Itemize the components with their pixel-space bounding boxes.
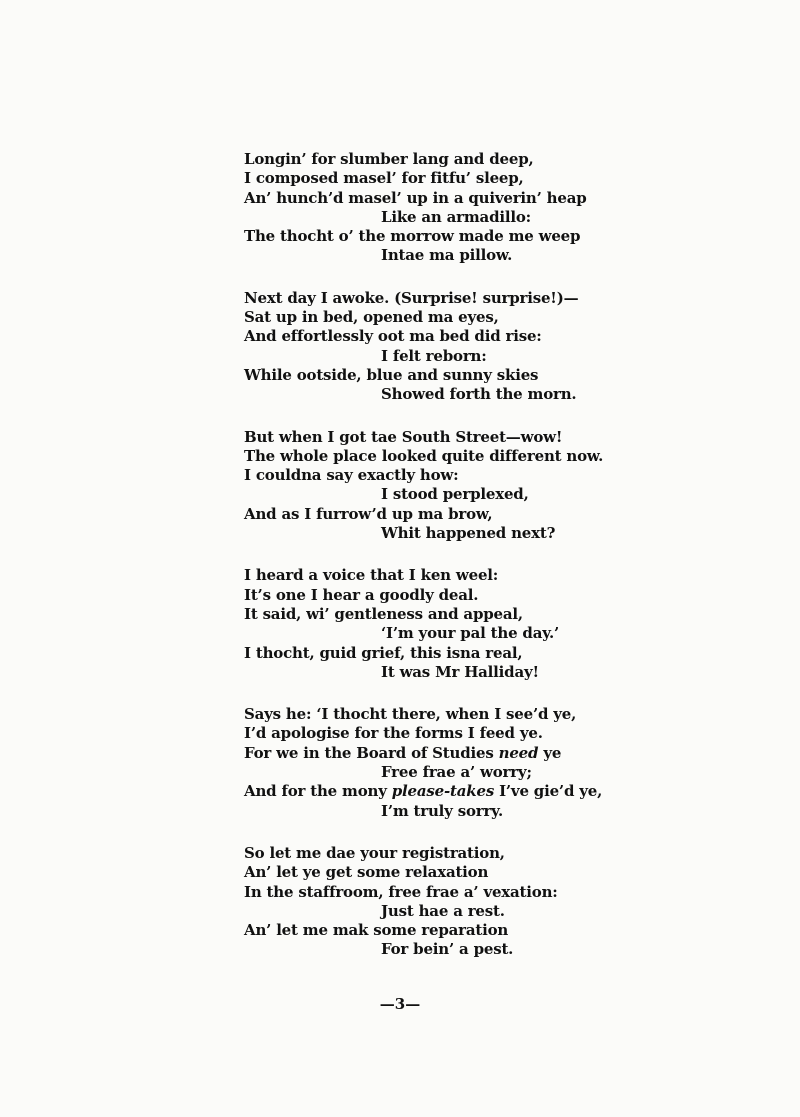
- poem-line: [244, 744, 764, 763]
- poem-line: But when I got tae South Street—wow!: [244, 427, 563, 446]
- poem-line: I couldna say exactly how:: [244, 466, 459, 485]
- poem-line: It said, wi’ gentleness and appeal,: [244, 604, 523, 623]
- stanza: [244, 150, 764, 266]
- poem-line-indented: I felt reborn:: [381, 346, 487, 365]
- stanza: [244, 289, 764, 405]
- poem-line-indented: Showed forth the morn.: [381, 385, 577, 404]
- poem-line-indented: For bein’ a pest.: [381, 940, 514, 959]
- poem-line: I thocht, guid grief, this isna real,: [244, 643, 523, 662]
- poem-line: Sat up in bed, opened ma eyes,: [244, 308, 499, 327]
- poem-line: An’ let me mak some reparation: [244, 921, 509, 940]
- poem-line: And as I furrow’d up ma brow,: [244, 504, 493, 523]
- poem-line: The thocht o’ the morrow made me weep: [244, 227, 581, 246]
- stanza: [244, 705, 764, 821]
- stanza: [244, 428, 764, 544]
- poem-line: I composed masel’ for fitfu’ sleep,: [244, 169, 524, 188]
- poem-line: In the staffroom, free frae a’ vexation:: [244, 882, 558, 901]
- page-number: —3—: [379, 995, 421, 1013]
- poem-line: Next day I awoke. (Surprise! surprise!)—: [244, 288, 579, 307]
- poem-line: An’ let ye get some relaxation: [244, 863, 489, 882]
- poem-line: [244, 782, 764, 801]
- poem-line-indented: Just hae a rest.: [381, 901, 505, 920]
- poem-line-indented: Free frae a’ worry;: [381, 763, 532, 782]
- line-segment: ye: [538, 743, 562, 762]
- poem-line-indented: I stood perplexed,: [381, 485, 529, 504]
- poem-line-indented: Whit happened next?: [381, 524, 556, 543]
- poem-line-indented: Intae ma pillow.: [381, 246, 513, 265]
- line-segment: For we in the Board of Studies: [244, 743, 499, 762]
- poem-line: It’s one I hear a goodly deal.: [244, 585, 479, 604]
- poem-line: I heard a voice that I ken weel:: [244, 566, 499, 585]
- line-segment: I’ve gie’d ye,: [494, 782, 603, 801]
- poem-line-indented: ‘I’m your pal the day.’: [381, 624, 560, 643]
- poem-line: The whole place looked quite different now.: [244, 446, 604, 465]
- line-segment: And for the mony: [244, 782, 392, 801]
- emphasis-text: need: [498, 743, 539, 762]
- poem-line: Longin’ for slumber lang and deep,: [244, 150, 534, 168]
- poem-line: So let me dae your registration,: [244, 843, 505, 862]
- stanza: [244, 566, 764, 682]
- poem-line: Says he: ‘I thocht there, when I see’d ye,: [244, 705, 577, 724]
- poem-line: An’ hunch’d masel’ up in a quiverin’ heap: [244, 188, 587, 207]
- poem: [244, 150, 764, 983]
- poem-line: And effortlessly oot ma bed did rise:: [244, 327, 542, 346]
- poem-line-indented: I’m truly sorry.: [381, 801, 503, 820]
- poem-line-indented: It was Mr Halliday!: [381, 662, 539, 681]
- poem-line-indented: Like an armadillo:: [381, 207, 531, 226]
- emphasis-text: please-takes: [391, 782, 495, 801]
- stanza: [244, 844, 764, 960]
- poem-line: While ootside, blue and sunny skies: [244, 365, 539, 384]
- poem-line: I’d apologise for the forms I feed ye.: [244, 724, 543, 743]
